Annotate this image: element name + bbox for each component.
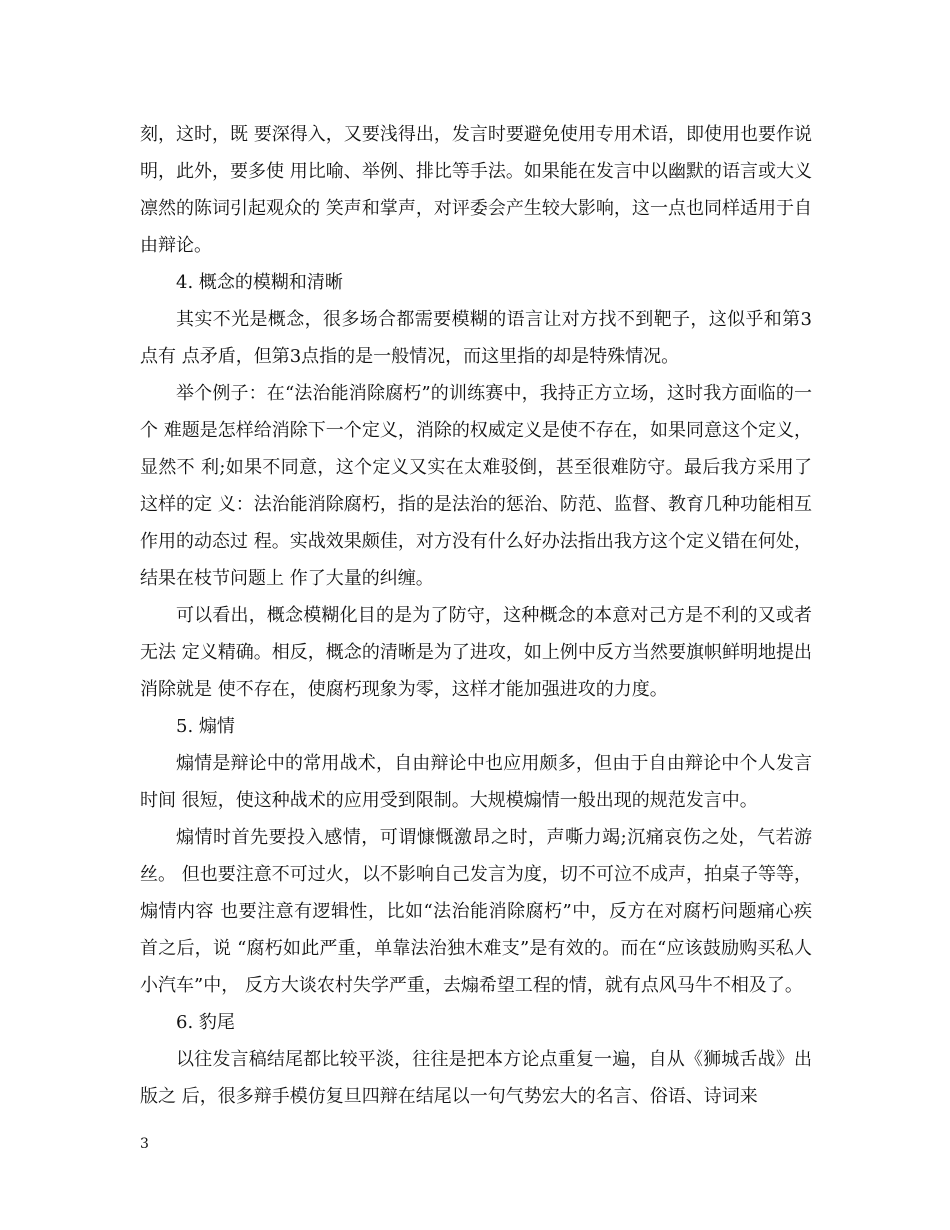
section-heading: 5. 煽情	[176, 716, 235, 737]
paragraph: 煽情时首先要投入感情，可谓慷慨激昂之时，声嘶力竭;沉痛哀伤之处，气若游丝。 但也要注意不可过火，以不影响自己发言为度，切不可泣不成声，拍桌子等等，煽情内容 也要注意有逻辑性，比如“法治能消除腐朽”中，反方在对腐朽问题痛心疾首之后，说 “腐朽如此严重，单靠法治独木难支”是有效的。而在“应该鼓励购买私人小汽车”中， 反方大谈农村失学严重，去煽希望工程的情，就有点风马牛不相及了。	[140, 827, 812, 996]
paragraph: 可以看出，概念模糊化目的是为了防守，这种概念的本意对己方是不利的又或者无法 定义精确。相反，概念的清晰是为了进攻，如上例中反方当然要旗帜鲜明地提出消除就是 使不存在，使腐朽现象为零，这样才能加强进攻的力度。	[140, 605, 812, 700]
paragraph: 举个例子：在“法治能消除腐朽”的训练赛中，我持正方立场，这时我方面临的一个 难题是怎样给消除下一个定义，消除的权威定义是使不存在，如果同意这个定义，显然不 利;如果不同意，这个定义又实在太难驳倒，甚至很难防守。最后我方采用了这样的定 义：法治能消除腐朽，指的是法治的惩治、防范、监督、教育几种功能相互作用的动态过 程。实战效果颇佳，对方没有什么好办法指出我方这个定义错在何处，结果在枝节问题上 作了大量的纠缠。	[140, 383, 812, 589]
paragraph: 其实不光是概念，很多场合都需要模糊的语言让对方找不到靶子，这似乎和第3点有 点矛盾，但第3点指的是一般情况，而这里指的却是特殊情况。	[140, 309, 812, 367]
paragraph: 以往发言稿结尾都比较平淡，往往是把本方论点重复一遍，自从《狮城舌战》出版之 后，很多辩手模仿复旦四辩在结尾以一句气势宏大的名言、俗语、诗词来	[140, 1049, 812, 1107]
section-heading: 6. 豹尾	[176, 1012, 235, 1033]
paragraph: 刻，这时，既 要深得入，又要浅得出，发言时要避免使用专用术语，即使用也要作说明，此外，要多使 用比喻、举例、排比等手法。如果能在发言中以幽默的语言或大义凛然的陈词引起观众的 笑声和掌声，对评委会产生较大影响，这一点也同样适用于自由辩论。	[140, 124, 812, 256]
page-number: 3	[140, 1136, 149, 1152]
section-heading: 4. 概念的模糊和清晰	[176, 272, 343, 293]
document-body	[140, 116, 812, 1115]
paragraph: 煽情是辩论中的常用战术，自由辩论中也应用颇多，但由于自由辩论中个人发言时间 很短，使这种战术的应用受到限制。大规模煽情一般出现的规范发言中。	[140, 753, 812, 811]
